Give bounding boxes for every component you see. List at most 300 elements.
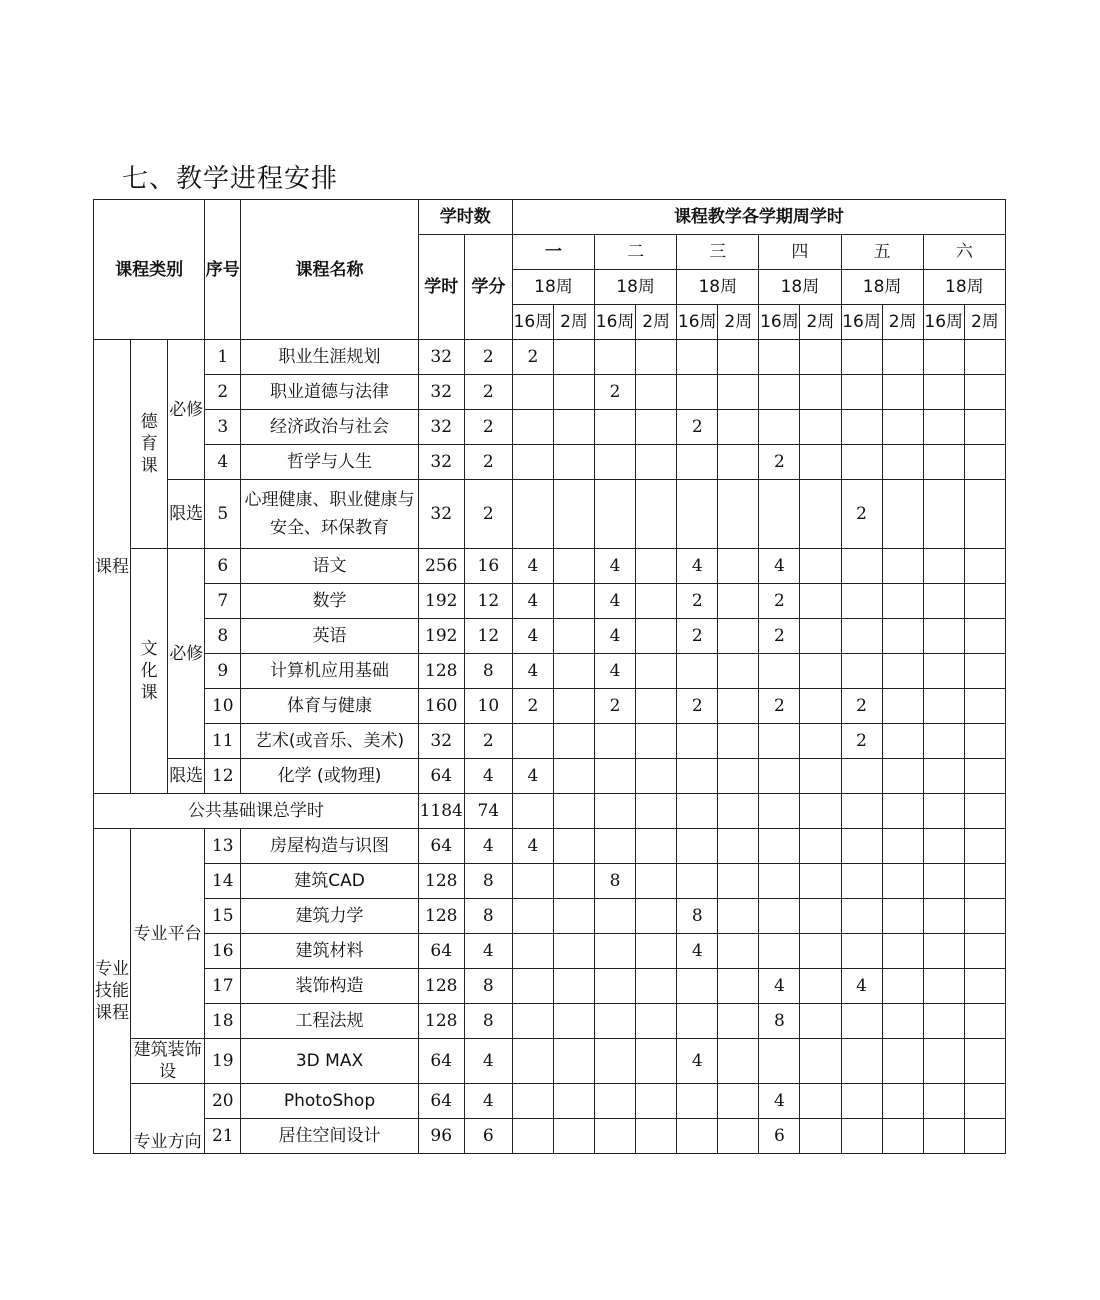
weekly-hours-cell <box>964 584 1005 619</box>
weekly-hours-cell <box>553 759 594 794</box>
weekly-hours-cell <box>923 654 964 689</box>
header-weekly-group: 课程教学各学期周学时 <box>512 200 1005 235</box>
weekly-hours-cell <box>800 1084 841 1119</box>
weekly-hours-cell <box>841 794 882 829</box>
course-seq: 15 <box>205 899 241 934</box>
weekly-hours-cell <box>923 445 964 480</box>
weekly-hours-cell <box>553 375 594 410</box>
weekly-hours-cell: 8 <box>677 899 718 934</box>
weekly-hours-cell <box>759 864 800 899</box>
header-w2: 2周 <box>718 305 759 340</box>
course-hours: 96 <box>418 1119 464 1154</box>
weekly-hours-cell: 4 <box>512 549 553 584</box>
header-w2: 2周 <box>800 305 841 340</box>
weekly-hours-cell: 2 <box>512 689 553 724</box>
weekly-hours-cell <box>923 1084 964 1119</box>
weekly-hours-cell <box>800 1039 841 1084</box>
weekly-hours-cell <box>800 375 841 410</box>
weekly-hours-cell <box>553 969 594 1004</box>
weekly-hours-cell <box>718 1039 759 1084</box>
weekly-hours-cell <box>595 445 636 480</box>
weekly-hours-cell <box>800 549 841 584</box>
weekly-hours-cell <box>512 1039 553 1084</box>
weekly-hours-cell <box>595 1004 636 1039</box>
weekly-hours-cell <box>841 1119 882 1154</box>
category-moral: 德育课 <box>131 340 168 549</box>
weekly-hours-cell <box>636 829 677 864</box>
weekly-hours-cell <box>841 619 882 654</box>
weekly-hours-cell <box>718 654 759 689</box>
weekly-hours-cell <box>882 934 923 969</box>
table-row <box>94 1004 1006 1039</box>
course-seq: 4 <box>205 445 241 480</box>
weekly-hours-cell: 4 <box>677 934 718 969</box>
weekly-hours-cell <box>800 969 841 1004</box>
weekly-hours-cell <box>882 549 923 584</box>
weekly-hours-cell <box>923 759 964 794</box>
header-weeks-1: 18周 <box>512 270 594 305</box>
table-row <box>94 480 1006 549</box>
course-seq: 18 <box>205 1004 241 1039</box>
weekly-hours-cell: 4 <box>595 654 636 689</box>
weekly-hours-cell <box>964 689 1005 724</box>
weekly-hours-cell <box>882 864 923 899</box>
weekly-hours-cell <box>512 410 553 445</box>
header-seq: 序号 <box>205 200 241 340</box>
course-hours: 64 <box>418 829 464 864</box>
course-name: 化学 (或物理) <box>241 759 418 794</box>
weekly-hours-cell <box>923 934 964 969</box>
table-row <box>94 829 1006 864</box>
course-seq: 14 <box>205 864 241 899</box>
weekly-hours-cell <box>512 1004 553 1039</box>
weekly-hours-cell <box>718 445 759 480</box>
weekly-hours-cell <box>595 829 636 864</box>
weekly-hours-cell <box>595 1039 636 1084</box>
weekly-hours-cell <box>718 375 759 410</box>
weekly-hours-cell <box>718 934 759 969</box>
course-seq: 19 <box>205 1039 241 1084</box>
weekly-hours-cell <box>882 619 923 654</box>
culture-elective: 限选 <box>168 759 205 794</box>
weekly-hours-cell <box>759 724 800 759</box>
weekly-hours-cell <box>964 445 1005 480</box>
course-name: 职业生涯规划 <box>241 340 418 375</box>
weekly-hours-cell <box>636 689 677 724</box>
weekly-hours-cell <box>800 1004 841 1039</box>
weekly-hours-cell <box>636 654 677 689</box>
course-credits: 16 <box>464 549 512 584</box>
header-weeks-2: 18周 <box>595 270 677 305</box>
weekly-hours-cell <box>964 619 1005 654</box>
weekly-hours-cell <box>882 480 923 549</box>
header-semester-2: 二 <box>595 235 677 270</box>
teaching-schedule-table <box>93 199 1006 1154</box>
weekly-hours-cell <box>512 899 553 934</box>
course-name: 英语 <box>241 619 418 654</box>
weekly-hours-cell <box>964 480 1005 549</box>
weekly-hours-cell <box>923 864 964 899</box>
prof-direction: 专业方向 <box>131 1084 205 1154</box>
header-weeks-3: 18周 <box>677 270 759 305</box>
header-semester-3: 三 <box>677 235 759 270</box>
weekly-hours-cell <box>553 689 594 724</box>
weekly-hours-cell <box>595 410 636 445</box>
weekly-hours-cell <box>800 654 841 689</box>
weekly-hours-cell <box>759 794 800 829</box>
weekly-hours-cell <box>553 864 594 899</box>
weekly-hours-cell <box>882 584 923 619</box>
course-seq: 1 <box>205 340 241 375</box>
weekly-hours-cell: 4 <box>759 969 800 1004</box>
weekly-hours-cell <box>677 1119 718 1154</box>
weekly-hours-cell: 2 <box>759 445 800 480</box>
course-hours: 128 <box>418 1004 464 1039</box>
header-hours-group: 学时数 <box>418 200 512 235</box>
weekly-hours-cell <box>677 654 718 689</box>
weekly-hours-cell <box>841 654 882 689</box>
weekly-hours-cell <box>759 410 800 445</box>
weekly-hours-cell <box>964 410 1005 445</box>
weekly-hours-cell <box>636 724 677 759</box>
weekly-hours-cell <box>718 1084 759 1119</box>
weekly-hours-cell <box>595 340 636 375</box>
weekly-hours-cell: 2 <box>841 724 882 759</box>
weekly-hours-cell <box>595 899 636 934</box>
course-hours: 128 <box>418 969 464 1004</box>
weekly-hours-cell <box>800 584 841 619</box>
weekly-hours-cell: 4 <box>759 1084 800 1119</box>
weekly-hours-cell <box>882 375 923 410</box>
weekly-hours-cell: 4 <box>512 759 553 794</box>
header-hours: 学时 <box>418 235 464 340</box>
weekly-hours-cell <box>636 340 677 375</box>
weekly-hours-cell <box>841 759 882 794</box>
weekly-hours-cell <box>759 1039 800 1084</box>
header-semester-4: 四 <box>759 235 841 270</box>
weekly-hours-cell <box>923 724 964 759</box>
weekly-hours-cell: 6 <box>759 1119 800 1154</box>
weekly-hours-cell <box>677 794 718 829</box>
course-credits: 2 <box>464 724 512 759</box>
weekly-hours-cell <box>636 1004 677 1039</box>
category-course: 课程 <box>94 340 131 794</box>
weekly-hours-cell <box>882 1084 923 1119</box>
course-name: 居住空间设计 <box>241 1119 418 1154</box>
category-prof-skills: 专业技能课程 <box>94 829 131 1154</box>
course-seq: 2 <box>205 375 241 410</box>
table-row <box>94 1084 1006 1119</box>
weekly-hours-cell <box>595 1119 636 1154</box>
weekly-hours-cell <box>882 410 923 445</box>
weekly-hours-cell <box>759 829 800 864</box>
header-w2: 2周 <box>553 305 594 340</box>
course-name: 艺术(或音乐、美术) <box>241 724 418 759</box>
weekly-hours-cell <box>718 549 759 584</box>
weekly-hours-cell <box>964 1119 1005 1154</box>
header-semester-1: 一 <box>512 235 594 270</box>
decor-design: 建筑装饰设 <box>131 1039 205 1084</box>
weekly-hours-cell <box>512 1119 553 1154</box>
weekly-hours-cell: 2 <box>595 689 636 724</box>
table-row <box>94 340 1006 375</box>
weekly-hours-cell <box>841 410 882 445</box>
weekly-hours-cell <box>882 340 923 375</box>
weekly-hours-cell <box>595 794 636 829</box>
weekly-hours-cell <box>800 934 841 969</box>
course-credits: 10 <box>464 689 512 724</box>
weekly-hours-cell <box>677 759 718 794</box>
weekly-hours-cell <box>718 689 759 724</box>
weekly-hours-cell <box>841 899 882 934</box>
weekly-hours-cell <box>964 724 1005 759</box>
weekly-hours-cell: 4 <box>677 549 718 584</box>
category-culture: 文化课 <box>131 549 168 794</box>
weekly-hours-cell <box>923 1039 964 1084</box>
weekly-hours-cell <box>553 899 594 934</box>
header-name: 课程名称 <box>241 200 418 340</box>
course-hours: 32 <box>418 340 464 375</box>
course-credits: 8 <box>464 654 512 689</box>
header-w16: 16周 <box>923 305 964 340</box>
weekly-hours-cell <box>512 724 553 759</box>
header-w2: 2周 <box>964 305 1005 340</box>
header-weeks-6: 18周 <box>923 270 1005 305</box>
weekly-hours-cell <box>923 1119 964 1154</box>
course-credits: 4 <box>464 829 512 864</box>
table-row <box>94 1119 1006 1154</box>
weekly-hours-cell <box>553 1004 594 1039</box>
weekly-hours-cell <box>800 1119 841 1154</box>
course-hours: 160 <box>418 689 464 724</box>
header-semester-5: 五 <box>841 235 923 270</box>
weekly-hours-cell <box>759 340 800 375</box>
weekly-hours-cell <box>882 654 923 689</box>
weekly-hours-cell: 4 <box>512 584 553 619</box>
weekly-hours-cell <box>759 934 800 969</box>
weekly-hours-cell <box>923 689 964 724</box>
weekly-hours-cell: 2 <box>512 340 553 375</box>
weekly-hours-cell <box>964 1039 1005 1084</box>
weekly-hours-cell <box>718 969 759 1004</box>
weekly-hours-cell <box>595 759 636 794</box>
weekly-hours-cell <box>677 724 718 759</box>
weekly-hours-cell <box>636 549 677 584</box>
course-hours: 32 <box>418 724 464 759</box>
course-name: 3D MAX <box>241 1039 418 1084</box>
weekly-hours-cell <box>800 829 841 864</box>
page-title: 七、教学进程安排 <box>122 164 339 194</box>
weekly-hours-cell <box>677 480 718 549</box>
total-label: 公共基础课总学时 <box>94 794 419 829</box>
weekly-hours-cell <box>964 340 1005 375</box>
weekly-hours-cell <box>677 340 718 375</box>
weekly-hours-cell <box>800 480 841 549</box>
weekly-hours-cell: 4 <box>677 1039 718 1084</box>
weekly-hours-cell <box>553 584 594 619</box>
course-hours: 64 <box>418 759 464 794</box>
weekly-hours-cell <box>964 829 1005 864</box>
weekly-hours-cell <box>800 689 841 724</box>
header-credits: 学分 <box>464 235 512 340</box>
course-name: 心理健康、职业健康与安全、环保教育 <box>241 480 418 549</box>
weekly-hours-cell <box>759 759 800 794</box>
weekly-hours-cell <box>964 654 1005 689</box>
weekly-hours-cell: 4 <box>759 549 800 584</box>
weekly-hours-cell <box>841 1084 882 1119</box>
weekly-hours-cell <box>553 654 594 689</box>
weekly-hours-cell <box>553 794 594 829</box>
weekly-hours-cell <box>677 375 718 410</box>
weekly-hours-cell: 4 <box>595 549 636 584</box>
weekly-hours-cell <box>964 864 1005 899</box>
weekly-hours-cell: 2 <box>841 480 882 549</box>
course-credits: 8 <box>464 1004 512 1039</box>
weekly-hours-cell <box>882 1119 923 1154</box>
weekly-hours-cell <box>882 689 923 724</box>
course-hours: 32 <box>418 375 464 410</box>
weekly-hours-cell <box>923 584 964 619</box>
table-row <box>94 584 1006 619</box>
course-name: 数学 <box>241 584 418 619</box>
moral-elective: 限选 <box>168 480 205 549</box>
course-seq: 11 <box>205 724 241 759</box>
table-row <box>94 1039 1006 1084</box>
weekly-hours-cell <box>882 445 923 480</box>
weekly-hours-cell: 4 <box>595 584 636 619</box>
weekly-hours-cell <box>882 969 923 1004</box>
weekly-hours-cell <box>553 549 594 584</box>
weekly-hours-cell <box>800 794 841 829</box>
weekly-hours-cell: 4 <box>595 619 636 654</box>
weekly-hours-cell: 2 <box>677 619 718 654</box>
weekly-hours-cell <box>553 1039 594 1084</box>
weekly-hours-cell <box>759 654 800 689</box>
course-name: 工程法规 <box>241 1004 418 1039</box>
weekly-hours-cell <box>718 1119 759 1154</box>
course-hours: 128 <box>418 654 464 689</box>
weekly-hours-cell <box>636 410 677 445</box>
course-seq: 12 <box>205 759 241 794</box>
weekly-hours-cell <box>882 724 923 759</box>
weekly-hours-cell <box>841 1004 882 1039</box>
weekly-hours-cell <box>800 759 841 794</box>
weekly-hours-cell <box>595 724 636 759</box>
weekly-hours-cell <box>841 934 882 969</box>
weekly-hours-cell <box>923 340 964 375</box>
header-w2: 2周 <box>882 305 923 340</box>
weekly-hours-cell <box>512 794 553 829</box>
table-row <box>94 899 1006 934</box>
header-w16: 16周 <box>759 305 800 340</box>
weekly-hours-cell: 8 <box>595 864 636 899</box>
weekly-hours-cell <box>800 619 841 654</box>
weekly-hours-cell <box>677 864 718 899</box>
weekly-hours-cell <box>677 969 718 1004</box>
weekly-hours-cell <box>759 480 800 549</box>
weekly-hours-cell <box>636 619 677 654</box>
weekly-hours-cell <box>923 829 964 864</box>
prof-platform: 专业平台 <box>131 829 205 1039</box>
weekly-hours-cell: 2 <box>595 375 636 410</box>
course-credits: 4 <box>464 759 512 794</box>
weekly-hours-cell <box>553 619 594 654</box>
course-name: 建筑力学 <box>241 899 418 934</box>
course-credits: 2 <box>464 340 512 375</box>
weekly-hours-cell <box>841 445 882 480</box>
course-name: 装饰构造 <box>241 969 418 1004</box>
weekly-hours-cell: 2 <box>677 584 718 619</box>
course-name: 语文 <box>241 549 418 584</box>
weekly-hours-cell <box>841 375 882 410</box>
course-hours: 32 <box>418 445 464 480</box>
course-seq: 3 <box>205 410 241 445</box>
weekly-hours-cell: 2 <box>677 410 718 445</box>
weekly-hours-cell <box>636 480 677 549</box>
weekly-hours-cell <box>718 340 759 375</box>
header-w16: 16周 <box>841 305 882 340</box>
course-seq: 16 <box>205 934 241 969</box>
weekly-hours-cell <box>800 340 841 375</box>
weekly-hours-cell <box>923 549 964 584</box>
weekly-hours-cell <box>718 1004 759 1039</box>
course-credits: 4 <box>464 1039 512 1084</box>
weekly-hours-cell <box>636 934 677 969</box>
course-seq: 7 <box>205 584 241 619</box>
course-hours: 64 <box>418 1039 464 1084</box>
course-credits: 4 <box>464 934 512 969</box>
weekly-hours-cell <box>923 794 964 829</box>
weekly-hours-cell <box>841 829 882 864</box>
weekly-hours-cell <box>718 619 759 654</box>
weekly-hours-cell: 2 <box>677 689 718 724</box>
weekly-hours-cell <box>512 375 553 410</box>
weekly-hours-cell <box>923 410 964 445</box>
weekly-hours-cell <box>882 899 923 934</box>
weekly-hours-cell: 2 <box>759 584 800 619</box>
weekly-hours-cell <box>718 794 759 829</box>
weekly-hours-cell <box>636 1039 677 1084</box>
course-name: 计算机应用基础 <box>241 654 418 689</box>
weekly-hours-cell <box>553 1084 594 1119</box>
table-row <box>94 864 1006 899</box>
weekly-hours-cell: 4 <box>841 969 882 1004</box>
weekly-hours-cell <box>882 1039 923 1084</box>
table-row <box>94 759 1006 794</box>
weekly-hours-cell <box>718 899 759 934</box>
weekly-hours-cell <box>553 934 594 969</box>
header-weeks-5: 18周 <box>841 270 923 305</box>
course-name: PhotoShop <box>241 1084 418 1119</box>
weekly-hours-cell <box>923 619 964 654</box>
header-weeks-4: 18周 <box>759 270 841 305</box>
weekly-hours-cell <box>923 375 964 410</box>
table-row <box>94 934 1006 969</box>
table-row <box>94 445 1006 480</box>
course-hours: 32 <box>418 480 464 549</box>
weekly-hours-cell <box>882 759 923 794</box>
course-name: 建筑CAD <box>241 864 418 899</box>
weekly-hours-cell <box>800 724 841 759</box>
weekly-hours-cell <box>964 549 1005 584</box>
weekly-hours-cell <box>841 584 882 619</box>
weekly-hours-cell <box>800 445 841 480</box>
course-credits: 8 <box>464 969 512 1004</box>
total-hours: 1184 <box>418 794 464 829</box>
course-credits: 4 <box>464 1084 512 1119</box>
course-name: 体育与健康 <box>241 689 418 724</box>
weekly-hours-cell <box>718 410 759 445</box>
